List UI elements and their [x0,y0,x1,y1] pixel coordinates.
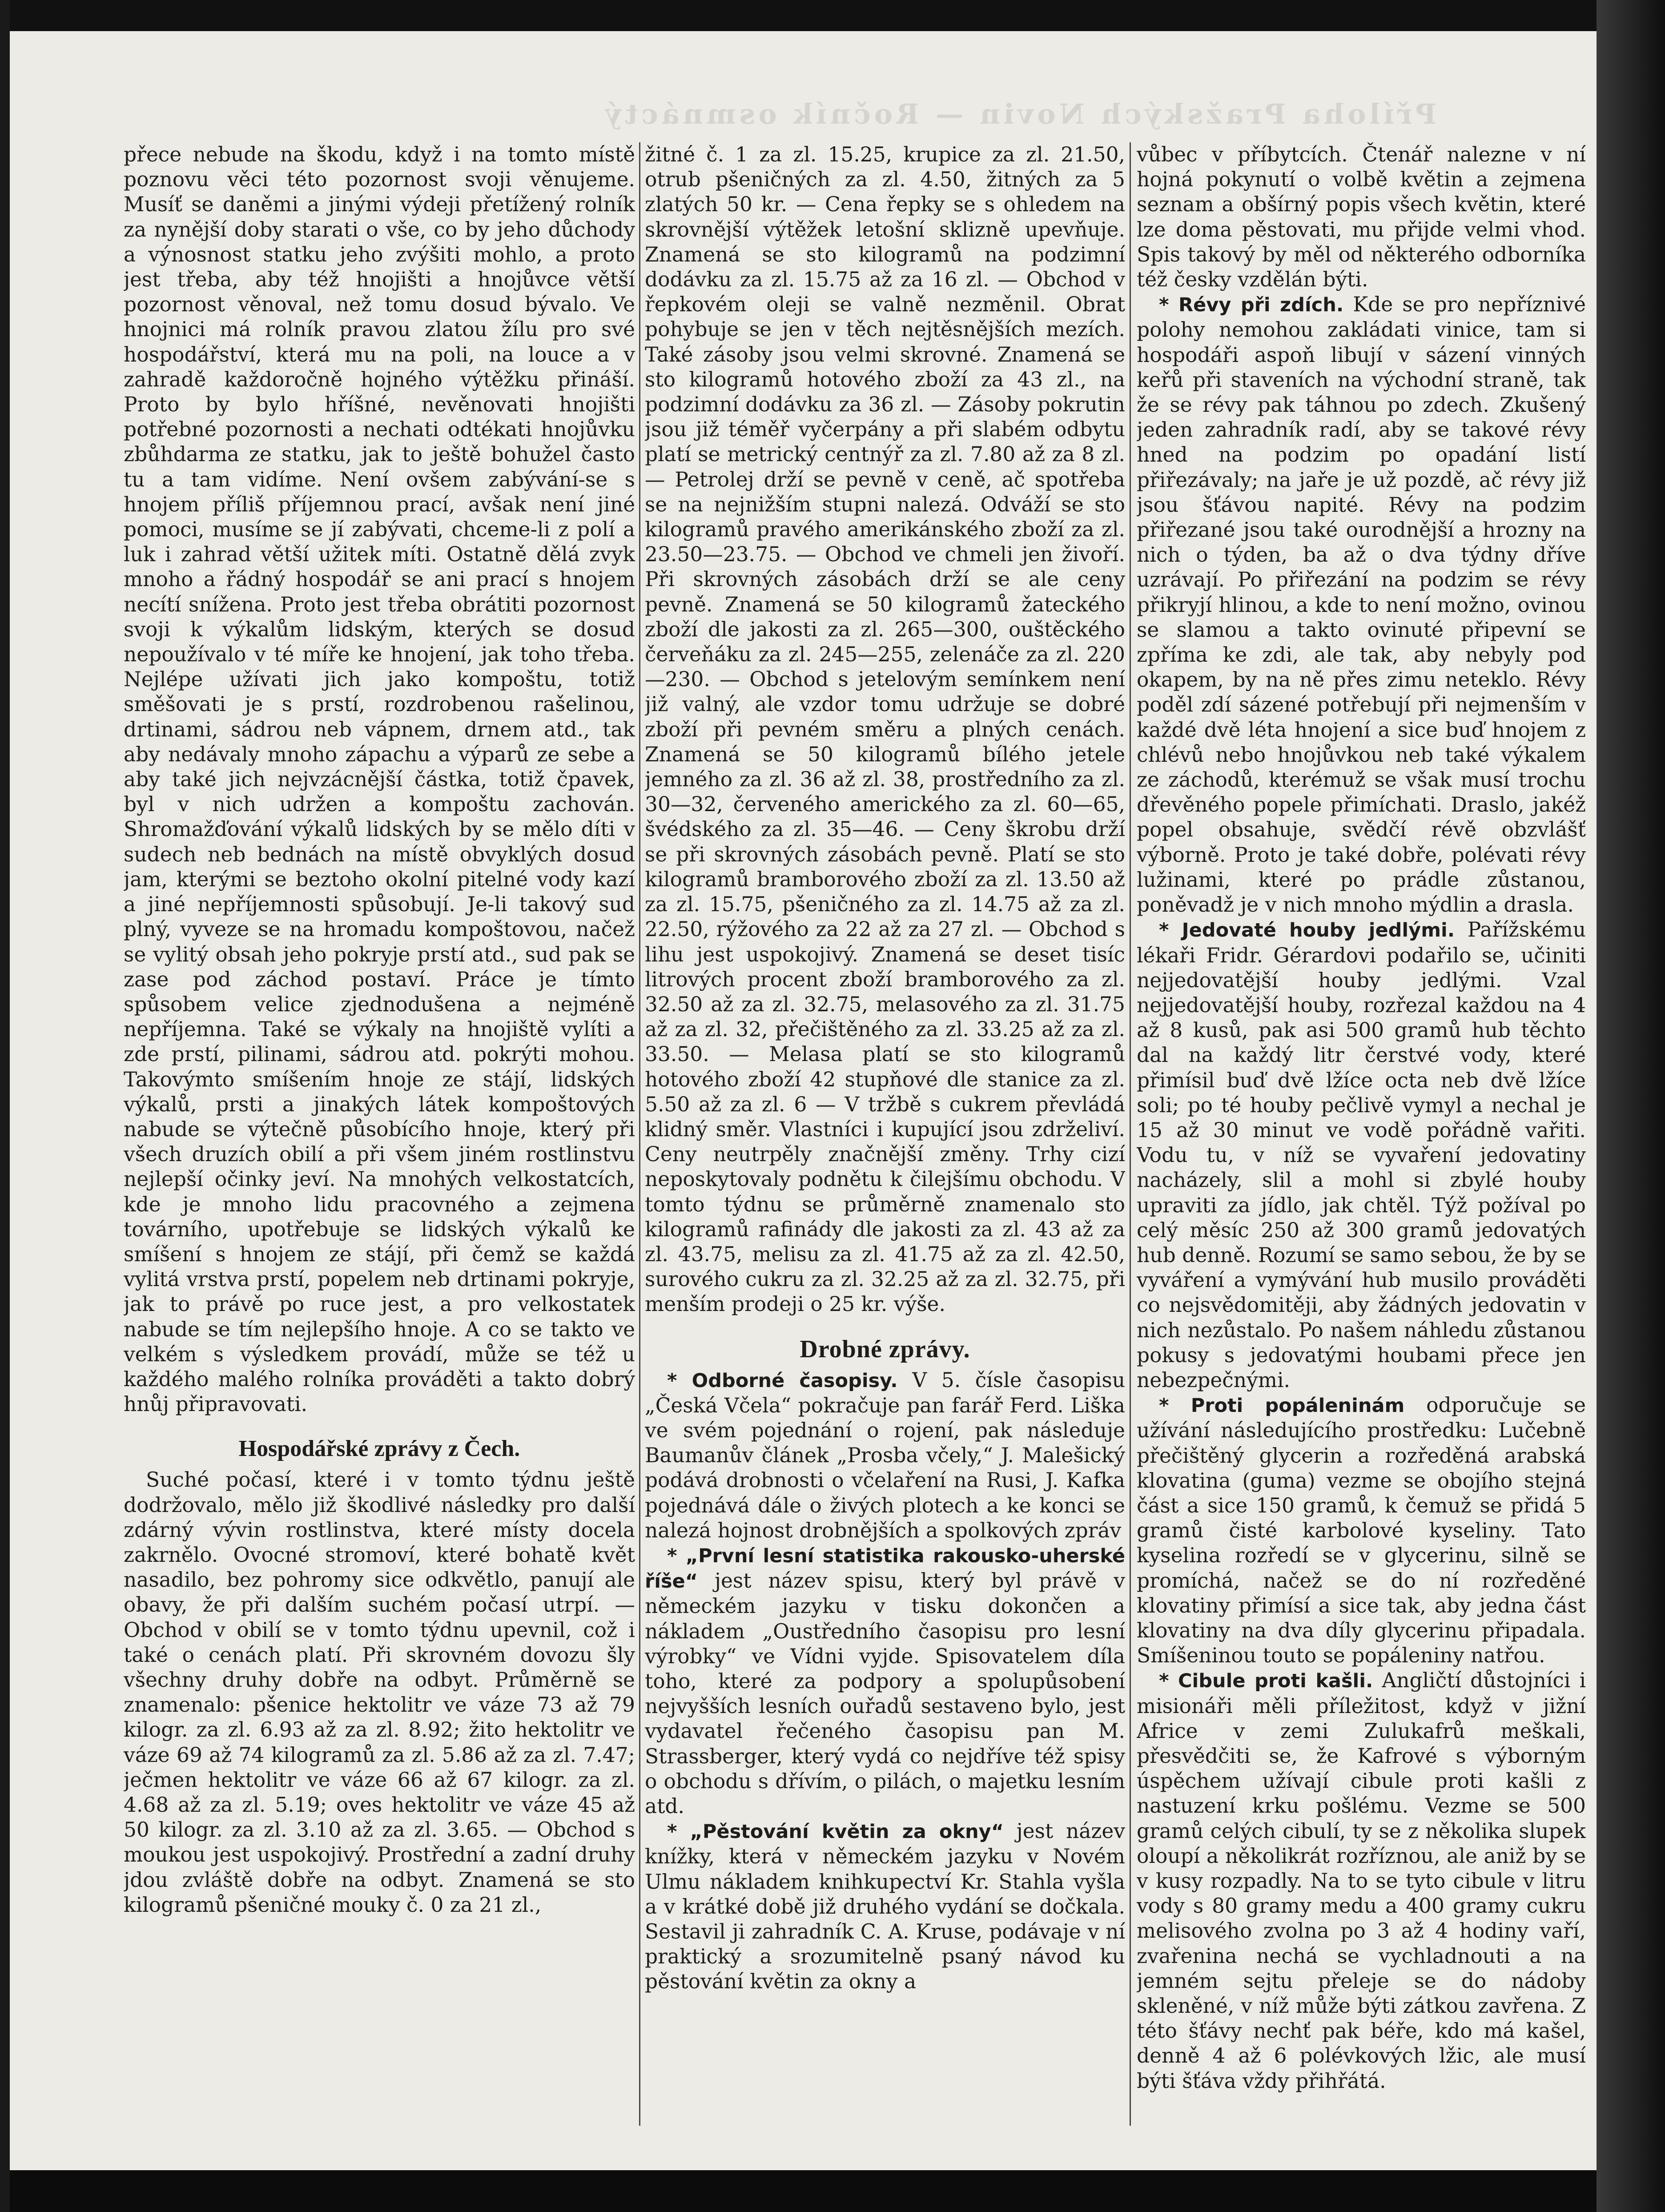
news-body: V 5. čísle časopisu „Česká Včela“ pokračuje pan farář Ferd. Liška ve svém pojednání o rojení, pak následuje Baumanův článek „Prosba včely,“ J. Malešický podává drobnosti o včelaření na Rusi, J. Kafka pojednává dále o živých plotech a ke konci se nalezá hojnost drobnějších a spolkových zpráv [645,1368,1125,1542]
article-fertilizer-text: přece nebude na škodu, když i na tomto místě poznovu věci této pozornost svoji věnujeme. Musíť se daněmi a jinými výdeji přetížený rolník za nynější doby starati o vše, co by jeho důchody a výnosnost statku jeho zvýšiti mohlo, a proto jest třeba, aby též hnojišti a hnojůvce větší pozornost věnoval, než tomu dosud bývalo. Ve hnojnici má rolník pravou zlatou žílu pro své hospodářství, která mu na poli, na louce a v zahradě každoročně hojného výtěžku přináší. Proto by bylo hříšné, nevěnovati hnojišti potřebné pozornosti a nechati odtékati hnojůvku zbůhdarma ze statku, jak to ještě bohužel často tu a tam vidíme. Není ovšem zabývání-se s hnojem příliš příjemnou prací, avšak není jiné pomoci, musíme se jí zabývati, chceme-li z polí a luk i zahrad větší užitek míti. Ostatně dělá zvyk mnoho a řádný hospodář se ani prací s hnojem necítí snížena. Proto jest třeba obrátiti pozornost svoji k výkalům lidským, kterých se dosud nepoužívalo v té míře ke hnojení, jak toho třeba. Nejlépe užívati jich jako kompoštu, totiž směšovati je s prstí, rozdrobenou rašelinou, drtinami, sádrou neb vápnem, drnem atd., tak aby nedávaly mnoho zápachu a výparů ze sebe a aby také jich nejvzácnější částka, totiž čpavek, byl v nich udržen a kompoštu zachován. Shromažďování výkalů lidských by se mělo díti v sudech neb bednách na místě obvyklých dosud jam, kterými se beztoho okolní pitelné vody kazí a jiné nepříjemnosti spůsobují. Je-li takový sud plný, vyveze se na hromadu kompoštovou, načež se vylitý obsah jeho pokryje prstí atd., sud pak se zase pod záchod postaví. Práce je tímto spůsobem velice zjednodušena a nejméně nepříjemna. Také se výkaly na hnojiště vylíti a zde prstí, pilinami, sádrou atd. pokrýti mohou. Takovýmto smíšením hnoje ze stájí, lidských výkalů, prsti a jinakých látek kompoštových nabude se výtečně působícího hnoje, který při všech druzích obilí a při všem jiném rostlinstvu nejlepší očinky jeví. Na mnohých velkostatcích, kde je mnoho lidu pracovného a zejmena továrního, upotřebuje se lidských výkalů ke smíšení s hnojem ze stájí, při čemž se každá vylitá vrstva prstí, popelem neb drtinami pokryje, jak to právě po ruce jest, a pro velkostatek nabude se tím nejlepšího hnoje. A co se takto ve velkém s výsledkem provádí, může se též u každého malého rolníka prováděti a takto dobrý hnůj připravovati. [124,143,635,1416]
news-item-burns [1137,1393,1586,1668]
news-title: * „Pěstování květin za okny“ [667,1821,1004,1843]
column-3 [1137,142,1586,2170]
news-body: Pařížskému lékaři Fridr. Gérardovi podařilo se, učiniti nejjedovatější houby jedlými. Vzal nejjedovatější houby, rozřezal každou na 4 až 8 kusů, pak asi 500 gramů hub těchto dal na každý litr čerstvé vody, které přimísil buď dvě lžíce octa neb dvě lžíce soli; po té houby pečlivě vymyl a nechal je 15 až 30 minut ve vodě pořádně vařiti. Vodu tu, v níž se vyvaření jedovatiny nacházely, slil a mohl si zbylé houby upraviti za jídlo, jak chtěl. Týž požíval po celý měsíc 250 až 300 gramů jedovatých hub denně. Rozumí se samo sebou, že by se vyváření a vymývání hub musilo prováděti co nejsvědomitěji, aby žádných jedovatin v nich nezůstalo. Po našem náhledu zůstanou pokusy s jedovatými houbami přece jen nebezpečnými. [1137,918,1586,1392]
column-rule-2 [1130,142,1131,2126]
news-title: * Jedovaté houby jedlými. [1159,919,1455,942]
article-economic-news-text: Suché počasí, které i v tomto týdnu ještě dodržovalo, mělo již škodlivé následky pro další zdárný vývin rostlinstva, které místy docela zakrnělo. Ovocné stromoví, které bohatě květ nasadilo, bez pohromy sice odkvětlo, panují ale obavy, že při dalším suchém počasí utrpí. — Obchod v obilí se v tomto týdnu upevnil, což i také o cenách platí. Při skrovném dovozu šly všechny druhy dobře na odbyt. Průměrně se znamenalo: pšenice hektolitr ve váze 73 až 79 kilogr. za zl. 6.93 až za zl. 8.92; žito hektolitr ve váze 69 až 74 kilogramů za zl. 5.86 až za zl. 7.47; ječmen hektolitr ve váze 66 až 67 kilogr. za zl. 4.68 až za zl. 5.19; oves hektolitr ve váze 45 až 50 kilogr. za zl. 3.10 až za zl. 3.65. — Obchod s moukou jest uspokojivý. Prostřední a zadní druhy jdou zvláště dobře na odbyt. Znamená se sto kilogramů pšeničné mouky č. 0 za 21 zl., [124,1468,635,1917]
news-title: * „První lesní statistika rakousko-uherské říše“ [645,1544,1125,1593]
news-item-onion-cough [1137,1668,1586,2093]
bleed-through-header: Příloha Pražských Novin — Ročník osmnáctý [602,98,1436,130]
news-body: jest název knížky, která v německém jazyku v Novém Ulmu nákladem knihkupectví Kr. Stahla vyšla a v krátké době již druhého vydání se dočkala. Sestavil ji zahradník C. A. Kruse, podávaje v ní praktický a srozumitelně psaný návod ku pěstování květin za okny a [645,1819,1125,1994]
article-market-prices-text: žitné č. 1 za zl. 15.25, krupice za zl. 21.50, otrub pšeničných za zl. 4.50, žitných za 5 zlatých 50 kr. — Cena řepky se s ohledem na skrovnější výtěžek letošní sklizně upevňuje. Znamená se sto kilogramů na podzimní dodávku za zl. 15.75 až za 16 zl. — Obchod v řepkovém oleji se valně nezměnil. Obrat pohybuje se jen v těch nejtěsnějších mezích. Také zásoby jsou velmi skrovné. Znamená se sto kilogramů hotového zboží za 43 zl., na podzimní dodávku za 36 zl. — Zásoby pokrutin jsou již téměř vyčerpány a při slabém odbytu platí se metrický centnýř za zl. 7.80 až za 8 zl. — Petrolej drží se pevně v ceně, ač spotřeba se na nejnižším stupni nalezá. Odváží se sto kilogramů pravého amerikánského zboží za zl. 23.50—23.75. — Obchod ve chmeli jen živoří. Při skrovných zásobách drží se ale ceny pevně. Znamená se 50 kilogramů žateckého zboží dle jakosti za zl. 265—300, ouštěckého červeňáku za zl. 245—255, zelenáče za zl. 220—230. — Obchod s jetelovým semínkem není již valný, ale vzdor tomu udržuje se dobré zboží při pevném směru a plných cenách. Znamená se 50 kilogramů bílého jetele jemného za zl. 36 až zl. 38, prostředního za zl. 30—32, červeného amerického za zl. 60—65, švédského za zl. 35—46. — Ceny škrobu drží se při skrovných zásobách pevně. Platí se sto kilogramů bramborového zboží za zl. 13.50 až za zl. 15.75, pšeničného za zl. 14.75 až za zl. 22.50, rýžového za 22 až za 27 zl. — Obchod s lihu jest uspokojivý. Znamená se deset tisíc litrových procent zboží bramborového za zl. 32.50 až za zl. 32.75, melasového za zl. 31.75 až za zl. 32, přečištěného za zl. 33.25 až za zl. 33.50. — Melasa platí se sto kilogramů hotového zboží 42 stupňové dle stanice za zl. 5.50 až za zl. 6 — V tržbě s cukrem převládá klidný směr. Vlastníci i kupující jsou zdrželiví. Ceny neutrpěly značnější změny. Trhy cizí neposkytovaly podnětu k čilejšímu obchodu. V tomto týdnu se průměrně znamenalo sto kilogramů rafinády dle jakosti za zl. 43 až za zl. 43.75, melisu za zl. 41.75 až za zl. 42.50, surového cukru za zl. 32.25 až za zl. 32.75, při menším prodeji o 25 kr. výše. [645,143,1125,1316]
section-heading-short-news: Drobné zprávy. [800,1335,970,1363]
news-body: odporučuje se užívání následujícího prostředku: Lučebně přečištěný glycerin a rozředěná arabská klovatina (guma) vezme se obojího stejná část a sice 150 gramů, k čemuž se přidá 5 gramů čisté karbolové kyseliny. Tato kyselina rozředí se v glycerinu, silně se promíchá, načež se do ní rozředěné klovatiny přimísí a sice tak, aby jedna část klovatiny na dva díly glycerinu připadala. Smíšeninou touto se popáleniny natřou. [1137,1393,1586,1668]
scan-border-right [1597,0,1665,2212]
news-item-window-flowers-cont: vůbec v příbytcích. Čtenář nalezne v ní hojná pokynutí o volbě květin a zejmena seznam a obšírný popis všech květin, které lze doma pěstovati, mu přijde velmi vhod. Spis takový by měl od některého odborníka též česky vzdělán býti. [1137,143,1586,292]
news-body: jest název spisu, který byl právě v německém jazyku v tisku dokončen a nákladem „Oustředního časopisu pro lesní výrobky“ ve Vídni vyjde. Spisovatelem díla toho, které za podpory a spolupůsobení nejvyšších lesních ouřadů sestaveno bylo, jest vydavatel řečeného časopisu pan M. Strassberger, který vydá co nejdříve též spisy o obchodu s dřívím, o pilách, o majetku lesním atd. [645,1569,1125,1818]
news-item-forest-statistics [645,1543,1125,1819]
news-item-vines [1137,292,1586,917]
news-item-journals [645,1368,1125,1543]
news-item-poisonous-mushrooms [1137,917,1586,1393]
news-title: * Proti popáleninám [1159,1395,1405,1417]
news-title: * Cibule proti kašli. [1159,1670,1373,1693]
news-body: Angličtí důstojníci i misionáři měli příležitost, když v jižní Africe v zemi Zulukafrů meškali, přesvědčiti se, že Kafrové s výborným úspěchem užívají cibule proti kašli z nastuzení krku pošlému. Vezme se 500 gramů celých cibulí, ty se z několika slupek oloupí a několikrát rozříznou, ale aniž by se v kusy rozpadly. Na to se tyto cibule v litru vody s 80 gramy medu a 400 gramy cukru melisového zvolna po 3 až 4 hodiny vaří, zvařenina nechá se vychladnouti a na jemném sejtu přeleje se do nádoby skleněné, v níž může býti zátkou zavřena. Z této šťávy nechť pak béře, kdo má kašel, denně 4 až 6 polévkových lžic, ale musí býti šťáva vždy přihřátá. [1137,1669,1586,2093]
section-heading-economic-news: Hospodářské zprávy z Čech. [238,1436,520,1462]
column-2 [645,142,1125,2170]
scan-border-bottom [0,2170,1665,2212]
news-title: * Révy při zdích. [1159,294,1344,317]
scan-border-top [0,0,1665,31]
scan-border-left [0,0,10,2212]
column-rule-1 [639,142,640,2126]
column-1 [124,142,635,2170]
news-body: Kde se pro nepříznivé polohy nemohou zakládati vinice, tam si hospodáři aspoň libují v sázení vinných keřů při staveních na východní straně, tak že se révy pak táhnou po zdech. Zkušený jeden zahradník radí, aby se takové révy hned na podzim po opadání listí přiřezávaly; na jaře je už pozdě, ač révy již jsou šťávou napité. Révy na podzim přiřezané jsou také ourodnější a hrozny na nich o týden, ba až o dva týdny dříve uzrávají. Po přiřezání na podzim se révy přikryjí hlinou, a kde to není možno, ovinou se slamou a takto ovinuté připevní se zpříma ke zdi, ale tak, aby nebyly pod okapem, by na ně přes zimu neteklo. Révy poděl zdí sázené potřebují při nejmenším v každé dvě léta hnojení a sice buď hnojem z chlévů nebo hnojůvkou neb také výkalem ze záchodů, kterémuž se však musí trochu dřevěného popele přimíchati. Draslo, jakéž popel obsahuje, svědčí révě obzvlášť výborně. Proto je také dobře, polévati révy lužinami, které po prádle zůstanou, poněvadž je v nich mnoho mýdlin a drasla. [1137,293,1586,917]
news-title: * Odborné časopisy. [667,1369,898,1392]
news-item-window-flowers [645,1819,1125,1994]
